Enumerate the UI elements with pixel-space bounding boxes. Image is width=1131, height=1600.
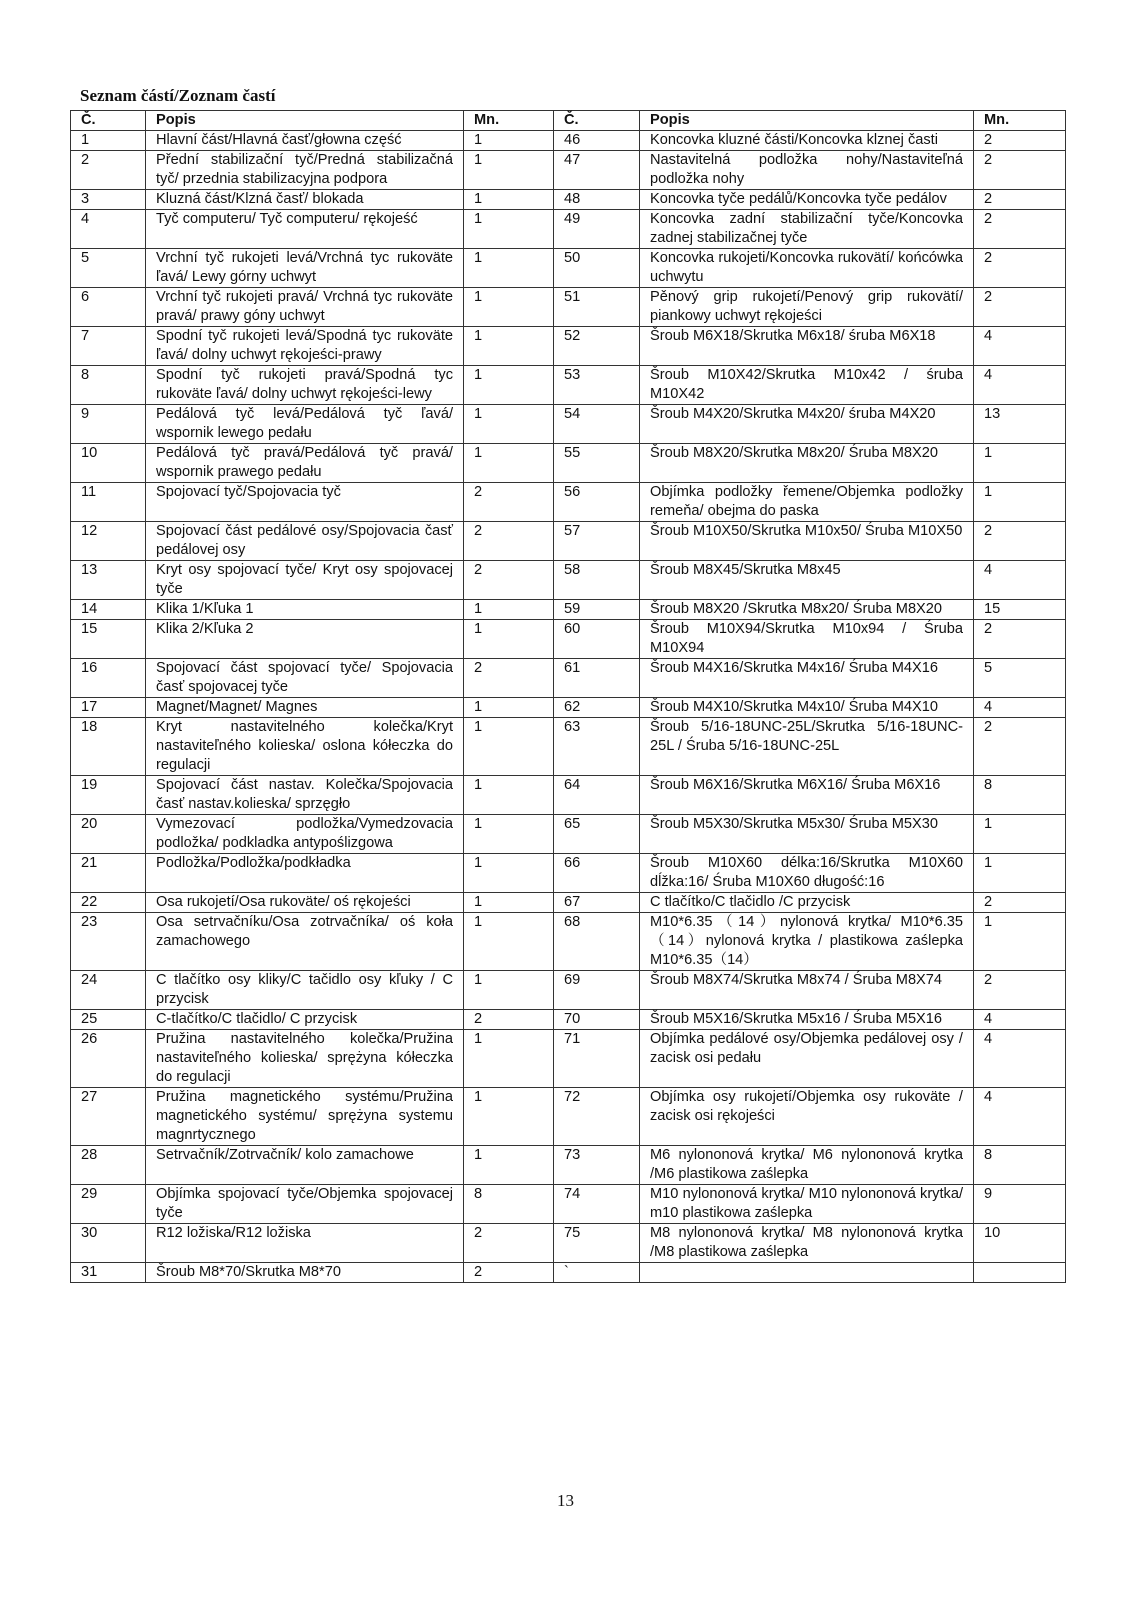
part-quantity-cell: 2	[464, 561, 554, 600]
part-number-cell: 12	[71, 522, 146, 561]
part-number-cell: 72	[554, 1088, 640, 1146]
table-row	[71, 620, 1066, 659]
part-description-cell: Šroub M4X20/Skrutka M4x20/ śruba M4X20	[640, 405, 974, 444]
part-description-cell: M10 nylononová krytka/ M10 nylononová krytka/ m10 plastikowa zaślepka	[640, 1185, 974, 1224]
part-number-cell: 51	[554, 288, 640, 327]
part-description-cell: Spojovací tyč/Spojovacia tyč	[146, 483, 464, 522]
part-description-cell: Šroub M4X10/Skrutka M4x10/ Śruba M4X10	[640, 698, 974, 718]
part-description-cell: Objímka osy rukojetí/Objemka osy rukoväte / zacisk osi rękojeści	[640, 1088, 974, 1146]
part-description-cell: Šroub M5X16/Skrutka M5x16 / Śruba M5X16	[640, 1010, 974, 1030]
part-number-cell: 19	[71, 776, 146, 815]
part-quantity-cell: 13	[974, 405, 1066, 444]
part-number-cell: 13	[71, 561, 146, 600]
part-number-cell: 20	[71, 815, 146, 854]
part-number-cell: 66	[554, 854, 640, 893]
part-description-cell: Šroub M10X42/Skrutka M10x42 / śruba M10X42	[640, 366, 974, 405]
part-quantity-cell: 1	[464, 1030, 554, 1088]
table-row	[71, 600, 1066, 620]
part-quantity-cell: 1	[464, 600, 554, 620]
part-quantity-cell: 1	[464, 444, 554, 483]
part-description-cell: Pedálová tyč levá/Pedálová tyč ľavá/ wspornik lewego pedału	[146, 405, 464, 444]
parts-table-body	[71, 131, 1066, 1283]
part-quantity-cell: 8	[974, 1146, 1066, 1185]
part-quantity-cell: 1	[464, 366, 554, 405]
part-quantity-cell: 1	[464, 190, 554, 210]
part-description-cell: Osa rukojetí/Osa rukoväte/ oś rękojeści	[146, 893, 464, 913]
part-number-cell: 46	[554, 131, 640, 151]
table-row	[71, 659, 1066, 698]
part-description-cell: Spojovací část nastav. Kolečka/Spojovacia časť nastav.kolieska/ sprzęgło	[146, 776, 464, 815]
part-quantity-cell: 2	[464, 483, 554, 522]
table-row	[71, 561, 1066, 600]
part-quantity-cell: 1	[464, 854, 554, 893]
part-number-cell: 29	[71, 1185, 146, 1224]
part-description-cell: Kluzná část/Klzná časť/ blokada	[146, 190, 464, 210]
header-description: Popis	[146, 111, 464, 131]
part-number-cell: 30	[71, 1224, 146, 1263]
table-row	[71, 327, 1066, 366]
part-description-cell: Koncovka kluzné části/Koncovka klznej časti	[640, 131, 974, 151]
table-row	[71, 718, 1066, 776]
part-number-cell: 75	[554, 1224, 640, 1263]
part-quantity-cell: 2	[974, 971, 1066, 1010]
part-quantity-cell: 1	[974, 913, 1066, 971]
part-quantity-cell: 8	[464, 1185, 554, 1224]
table-row	[71, 854, 1066, 893]
part-number-cell: 62	[554, 698, 640, 718]
part-quantity-cell: 2	[464, 1010, 554, 1030]
header-quantity-2: Mn.	[974, 111, 1066, 131]
part-quantity-cell: 4	[974, 1030, 1066, 1088]
part-description-cell: Objímka pedálové osy/Objemka pedálovej osy / zacisk osi pedału	[640, 1030, 974, 1088]
part-description-cell: Šroub M8X45/Skrutka M8x45	[640, 561, 974, 600]
part-quantity-cell: 1	[464, 971, 554, 1010]
part-number-cell: 64	[554, 776, 640, 815]
part-quantity-cell: 1	[464, 893, 554, 913]
part-number-cell: 4	[71, 210, 146, 249]
part-description-cell: Šroub M6X16/Skrutka M6X16/ Śruba M6X16	[640, 776, 974, 815]
part-quantity-cell	[974, 1263, 1066, 1283]
part-quantity-cell: 1	[464, 698, 554, 718]
part-quantity-cell: 4	[974, 1088, 1066, 1146]
part-quantity-cell: 1	[464, 288, 554, 327]
part-number-cell: 57	[554, 522, 640, 561]
part-quantity-cell: 1	[464, 131, 554, 151]
part-description-cell: Vrchní tyč rukojeti pravá/ Vrchná tyc rukoväte pravá/ prawy góny uchwyt	[146, 288, 464, 327]
part-description-cell: Vymezovací podložka/Vymedzovacia podložka/ podkladka antypoślizgowa	[146, 815, 464, 854]
part-quantity-cell: 1	[464, 405, 554, 444]
part-quantity-cell: 9	[974, 1185, 1066, 1224]
part-quantity-cell: 2	[974, 190, 1066, 210]
part-description-cell: C-tlačítko/C tlačidlo/ C przycisk	[146, 1010, 464, 1030]
part-number-cell: 47	[554, 151, 640, 190]
table-row	[71, 815, 1066, 854]
part-description-cell	[640, 1263, 974, 1283]
part-description-cell: C tlačítko/C tlačidlo /C przycisk	[640, 893, 974, 913]
part-number-cell: 70	[554, 1010, 640, 1030]
part-quantity-cell: 1	[464, 815, 554, 854]
part-description-cell: Pedálová tyč pravá/Pedálová tyč pravá/ wspornik prawego pedału	[146, 444, 464, 483]
part-description-cell: R12 ložiska/R12 ložiska	[146, 1224, 464, 1263]
part-quantity-cell: 2	[974, 210, 1066, 249]
part-description-cell: Šroub M10X94/Skrutka M10x94 / Śruba M10X94	[640, 620, 974, 659]
table-row	[71, 1224, 1066, 1263]
part-number-cell: 52	[554, 327, 640, 366]
table-row	[71, 1263, 1066, 1283]
part-number-cell: 60	[554, 620, 640, 659]
part-number-cell: 27	[71, 1088, 146, 1146]
part-quantity-cell: 15	[974, 600, 1066, 620]
table-row	[71, 210, 1066, 249]
part-description-cell: Setrvačník/Zotrvačník/ kolo zamachowe	[146, 1146, 464, 1185]
part-description-cell: M10*6.35（14）nylonová krytka/ M10*6.35（14）nylonová krytka / plastikowa zaślepka M10*6.35（14）	[640, 913, 974, 971]
part-number-cell: 61	[554, 659, 640, 698]
part-description-cell: Koncovka zadní stabilizační tyče/Koncovka zadnej stabilizačnej tyče	[640, 210, 974, 249]
part-number-cell: 56	[554, 483, 640, 522]
part-quantity-cell: 1	[464, 249, 554, 288]
part-quantity-cell: 2	[974, 288, 1066, 327]
part-quantity-cell: 2	[464, 659, 554, 698]
part-quantity-cell: 4	[974, 327, 1066, 366]
part-number-cell: 54	[554, 405, 640, 444]
part-quantity-cell: 4	[974, 698, 1066, 718]
part-number-cell: 50	[554, 249, 640, 288]
part-quantity-cell: 1	[974, 854, 1066, 893]
part-number-cell: 31	[71, 1263, 146, 1283]
part-quantity-cell: 10	[974, 1224, 1066, 1263]
part-number-cell: 21	[71, 854, 146, 893]
part-quantity-cell: 1	[974, 444, 1066, 483]
part-quantity-cell: 1	[464, 913, 554, 971]
part-description-cell: C tlačítko osy kliky/C tačidlo osy kľuky / C przycisk	[146, 971, 464, 1010]
part-number-cell: 15	[71, 620, 146, 659]
part-description-cell: Pěnový grip rukojetí/Penový grip rukovätí/ piankowy uchwyt rękojeści	[640, 288, 974, 327]
part-quantity-cell: 1	[464, 1146, 554, 1185]
table-row	[71, 483, 1066, 522]
table-row	[71, 190, 1066, 210]
table-row	[71, 893, 1066, 913]
table-row	[71, 249, 1066, 288]
part-description-cell: Šroub M8X20/Skrutka M8x20/ Śruba M8X20	[640, 444, 974, 483]
part-quantity-cell: 2	[974, 893, 1066, 913]
part-number-cell: 23	[71, 913, 146, 971]
part-number-cell: 3	[71, 190, 146, 210]
part-description-cell: Šroub M5X30/Skrutka M5x30/ Śruba M5X30	[640, 815, 974, 854]
part-quantity-cell: 1	[464, 1088, 554, 1146]
table-row	[71, 405, 1066, 444]
table-row	[71, 1010, 1066, 1030]
part-number-cell: 63	[554, 718, 640, 776]
part-description-cell: Nastavitelná podložka nohy/Nastaviteľná podložka nohy	[640, 151, 974, 190]
part-number-cell: 7	[71, 327, 146, 366]
part-number-cell: 73	[554, 1146, 640, 1185]
part-description-cell: Klika 1/Kľuka 1	[146, 600, 464, 620]
part-quantity-cell: 1	[974, 815, 1066, 854]
part-description-cell: Pružina magnetického systému/Pružina magnetického systému/ sprężyna systemu magnrtycznego	[146, 1088, 464, 1146]
part-description-cell: Šroub M8*70/Skrutka M8*70	[146, 1263, 464, 1283]
part-description-cell: Šroub M4X16/Skrutka M4x16/ Śruba M4X16	[640, 659, 974, 698]
part-quantity-cell: 1	[464, 210, 554, 249]
part-description-cell: Spojovací část pedálové osy/Spojovacia časť pedálovej osy	[146, 522, 464, 561]
table-row	[71, 444, 1066, 483]
part-description-cell: M6 nylononová krytka/ M6 nylononová krytka /M6 plastikowa zaślepka	[640, 1146, 974, 1185]
part-description-cell: Podložka/Podložka/podkładka	[146, 854, 464, 893]
part-description-cell: Šroub M6X18/Skrutka M6x18/ śruba M6X18	[640, 327, 974, 366]
part-description-cell: Koncovka rukojeti/Koncovka rukovätí/ końcówka uchwytu	[640, 249, 974, 288]
part-description-cell: Vrchní tyč rukojeti levá/Vrchná tyc rukoväte ľavá/ Lewy górny uchwyt	[146, 249, 464, 288]
part-quantity-cell: 1	[974, 483, 1066, 522]
part-number-cell: 49	[554, 210, 640, 249]
part-number-cell: 10	[71, 444, 146, 483]
part-description-cell: Kryt nastavitelného kolečka/Kryt nastaviteľného kolieska/ oslona kółeczka do regulacji	[146, 718, 464, 776]
part-number-cell: 24	[71, 971, 146, 1010]
part-description-cell: Spojovací část spojovací tyče/ Spojovacia časť spojovacej tyče	[146, 659, 464, 698]
header-number: Č.	[71, 111, 146, 131]
part-quantity-cell: 4	[974, 366, 1066, 405]
header-description-2: Popis	[640, 111, 974, 131]
part-number-cell: 22	[71, 893, 146, 913]
table-row	[71, 698, 1066, 718]
part-quantity-cell: 1	[464, 718, 554, 776]
part-quantity-cell: 2	[464, 1263, 554, 1283]
part-number-cell: 14	[71, 600, 146, 620]
table-header-row	[71, 111, 1066, 131]
part-number-cell: 18	[71, 718, 146, 776]
table-row	[71, 913, 1066, 971]
table-row	[71, 366, 1066, 405]
part-number-cell: 69	[554, 971, 640, 1010]
part-quantity-cell: 1	[464, 151, 554, 190]
part-number-cell: 9	[71, 405, 146, 444]
part-description-cell: Pružina nastavitelného kolečka/Pružina nastaviteľného kolieska/ sprężyna kółeczka do regulacji	[146, 1030, 464, 1088]
part-number-cell: 74	[554, 1185, 640, 1224]
part-description-cell: Koncovka tyče pedálů/Koncovka tyče pedálov	[640, 190, 974, 210]
part-description-cell: Šroub 5/16-18UNC-25L/Skrutka 5/16-18UNC-25L / Śruba 5/16-18UNC-25L	[640, 718, 974, 776]
header-quantity: Mn.	[464, 111, 554, 131]
table-row	[71, 776, 1066, 815]
part-quantity-cell: 1	[464, 776, 554, 815]
part-number-cell: 26	[71, 1030, 146, 1088]
part-quantity-cell: 2	[464, 1224, 554, 1263]
part-number-cell: 5	[71, 249, 146, 288]
table-row	[71, 522, 1066, 561]
part-description-cell: Hlavní část/Hlavná časť/głowna część	[146, 131, 464, 151]
part-quantity-cell: 2	[974, 620, 1066, 659]
part-number-cell: 8	[71, 366, 146, 405]
part-description-cell: Šroub M8X20 /Skrutka M8x20/ Śruba M8X20	[640, 600, 974, 620]
part-number-cell: 6	[71, 288, 146, 327]
part-description-cell: Objímka podložky řemene/Objemka podložky remeňa/ obejma do paska	[640, 483, 974, 522]
table-row	[71, 1088, 1066, 1146]
table-row	[71, 1030, 1066, 1088]
part-quantity-cell: 2	[974, 151, 1066, 190]
part-number-cell: 67	[554, 893, 640, 913]
part-quantity-cell: 1	[464, 327, 554, 366]
table-row	[71, 288, 1066, 327]
part-number-cell: 1	[71, 131, 146, 151]
part-quantity-cell: 5	[974, 659, 1066, 698]
table-row	[71, 131, 1066, 151]
part-description-cell: Šroub M8X74/Skrutka M8x74 / Śruba M8X74	[640, 971, 974, 1010]
table-row	[71, 971, 1066, 1010]
part-number-cell: 65	[554, 815, 640, 854]
table-row	[71, 151, 1066, 190]
part-number-cell: 28	[71, 1146, 146, 1185]
part-number-cell: 68	[554, 913, 640, 971]
part-number-cell: 2	[71, 151, 146, 190]
part-quantity-cell: 4	[974, 1010, 1066, 1030]
part-description-cell: Spodní tyč rukojeti pravá/Spodná tyc rukoväte ľavá/ dolny uchwyt rękojeści-lewy	[146, 366, 464, 405]
part-number-cell: 25	[71, 1010, 146, 1030]
part-description-cell: Magnet/Magnet/ Magnes	[146, 698, 464, 718]
part-quantity-cell: 2	[974, 522, 1066, 561]
part-description-cell: M8 nylononová krytka/ M8 nylononová krytka /M8 plastikowa zaślepka	[640, 1224, 974, 1263]
part-description-cell: Klika 2/Kľuka 2	[146, 620, 464, 659]
table-row	[71, 1146, 1066, 1185]
part-quantity-cell: 2	[464, 522, 554, 561]
part-number-cell: 48	[554, 190, 640, 210]
parts-table	[70, 110, 1066, 1283]
part-number-cell: 71	[554, 1030, 640, 1088]
part-quantity-cell: 2	[974, 718, 1066, 776]
part-number-cell: 58	[554, 561, 640, 600]
part-number-cell: `	[554, 1263, 640, 1283]
part-quantity-cell: 8	[974, 776, 1066, 815]
part-description-cell: Objímka spojovací tyče/Objemka spojovacej tyče	[146, 1185, 464, 1224]
part-description-cell: Osa setrvačníku/Osa zotrvačníka/ oś koła zamachowego	[146, 913, 464, 971]
part-quantity-cell: 4	[974, 561, 1066, 600]
page-title: Seznam částí/Zoznam častí	[80, 86, 276, 105]
part-number-cell: 55	[554, 444, 640, 483]
part-number-cell: 11	[71, 483, 146, 522]
part-description-cell: Spodní tyč rukojeti levá/Spodná tyc rukoväte ľavá/ dolny uchwyt rękojeści-prawy	[146, 327, 464, 366]
part-description-cell: Přední stabilizační tyč/Predná stabilizačná tyč/ przednia stabilizacyjna podpora	[146, 151, 464, 190]
part-quantity-cell: 1	[464, 620, 554, 659]
part-description-cell: Kryt osy spojovací tyče/ Kryt osy spojovacej tyče	[146, 561, 464, 600]
part-number-cell: 59	[554, 600, 640, 620]
table-row	[71, 1185, 1066, 1224]
part-description-cell: Tyč computeru/ Tyč computeru/ rękojeść	[146, 210, 464, 249]
header-number-2: Č.	[554, 111, 640, 131]
page-number: 13	[557, 1491, 574, 1510]
part-number-cell: 16	[71, 659, 146, 698]
part-description-cell: Šroub M10X60 délka:16/Skrutka M10X60 dĺžka:16/ Śruba M10X60 długość:16	[640, 854, 974, 893]
part-quantity-cell: 2	[974, 249, 1066, 288]
part-number-cell: 53	[554, 366, 640, 405]
part-number-cell: 17	[71, 698, 146, 718]
part-quantity-cell: 2	[974, 131, 1066, 151]
part-description-cell: Šroub M10X50/Skrutka M10x50/ Śruba M10X50	[640, 522, 974, 561]
